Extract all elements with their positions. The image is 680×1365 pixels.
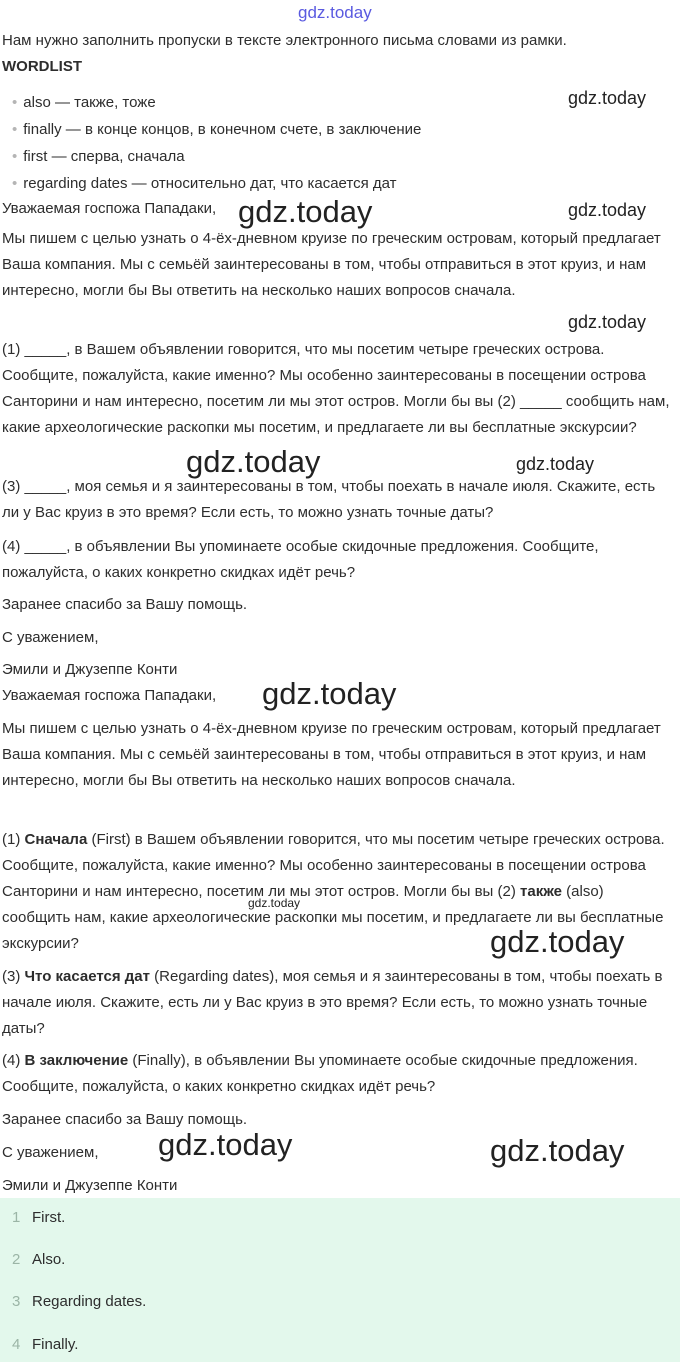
answer-text: Regarding dates. [32, 1293, 147, 1310]
filled-paragraph-1: Мы пишем с целью узнать о 4-ёх-дневном круизе по греческим островам, который предлагает Ваша компания. Мы с семьёй заинтересованы в том, чтобы отправиться в этот круиз, и нам интересно, могли бы Вы ответить на несколько наших вопросов сначала. [2, 720, 661, 789]
answer-bold: В заключение [24, 1052, 129, 1069]
letter-regards: С уважением, [2, 629, 99, 646]
text: (1) [2, 831, 25, 848]
answer-bold: Сначала [24, 831, 88, 848]
letter-paragraph-1: Мы пишем с целью узнать о 4-ёх-дневном круизе по греческим островам, который предлагает Ваша компания. Мы с семьёй заинтересованы в том, чтобы отправиться в этот круиз, и нам интересно, могли бы Вы ответить на несколько наших вопросов сначала. [2, 230, 661, 299]
text: (First) в Вашем объявлении говорится, что мы посетим четыре греческих острова. Сообщите, пожалуйста, какие именно? Мы особенно заинтересованы в посещении острова Санторини и нам интересно, посетим ли мы этот остров. Могли бы вы (2) [2, 831, 665, 900]
watermark: gdz.today [490, 924, 625, 959]
wordlist-item [12, 170, 397, 197]
text: (3) [2, 968, 25, 985]
wordlist-item-text: regarding dates — относительно дат, что касается дат [23, 175, 397, 192]
watermark: gdz.today [248, 896, 301, 910]
letter-thanks: Заранее спасибо за Вашу помощь. [2, 596, 248, 613]
watermark: gdz.today [262, 676, 397, 711]
bullet-icon: • [12, 148, 18, 165]
wordlist-item [12, 143, 185, 170]
watermark: gdz.today [158, 1127, 293, 1162]
wordlist-item-text: first — сперва, сначала [23, 148, 185, 165]
answer-text: Also. [32, 1251, 66, 1268]
filled-signature: Эмили и Джузеппе Конти [2, 1177, 178, 1194]
letter-greeting: Уважаемая госпожа Пападаки, [2, 200, 217, 217]
bullet-icon: • [12, 121, 18, 138]
letter-paragraph-2: (1) _____, в Вашем объявлении говорится, что мы посетим четыре греческих острова. Сообщите, пожалуйста, какие именно? Мы особенно заинтересованы в посещении острова Санторини и нам интересно, посетим ли мы этот остров. Могли бы вы (2) _____ сообщить нам, какие археологические раскопки мы посетим, и предлагаете ли вы бесплатные экскурсии? [2, 341, 670, 436]
watermark: gdz.today [490, 1133, 625, 1168]
answer-text: First. [32, 1209, 66, 1226]
watermark: gdz.today [568, 200, 647, 220]
answer-bold: также [520, 883, 562, 900]
filled-regards: С уважением, [2, 1144, 99, 1161]
answers-box [0, 1198, 680, 1362]
watermark: gdz.today [238, 194, 373, 229]
answer-number: 2 [12, 1251, 21, 1268]
filled-paragraph-3 [2, 964, 674, 1042]
text: (Regarding dates), моя семья и я заинтересованы в том, чтобы поехать в начале июля. Скажите, есть ли у Вас круиз в это время? Если есть, то можно узнать точные даты? [2, 968, 663, 1037]
bullet-icon: • [12, 175, 18, 192]
text: (also) сообщить нам, какие археологические раскопки мы посетим, и предлагаете ли вы бесплатные экскурсии? [2, 883, 664, 952]
text: (Finally), в объявлении Вы упоминаете особые скидочные предложения. Сообщите, пожалуйста, о каких конкретно скидках идёт речь? [2, 1052, 638, 1095]
wordlist-item [12, 89, 156, 116]
answer-bold: Что касается дат [24, 968, 151, 985]
wordlist-item-text: finally — в конце концов, в конечном счете, в заключение [23, 121, 422, 138]
watermark: gdz.today [186, 444, 321, 479]
filled-greeting: Уважаемая госпожа Пападаки, [2, 687, 217, 704]
letter-signature: Эмили и Джузеппе Конти [2, 661, 178, 678]
filled-thanks: Заранее спасибо за Вашу помощь. [2, 1111, 248, 1128]
filled-paragraph-2 [2, 827, 674, 957]
wordlist-title: WORDLIST [2, 58, 82, 75]
text: (4) [2, 1052, 25, 1069]
answer-number: 4 [12, 1336, 21, 1353]
answer-number: 1 [12, 1209, 21, 1226]
wordlist-item [12, 116, 421, 143]
watermark: gdz.today [516, 454, 595, 474]
watermark: gdz.today [568, 88, 647, 108]
answer-number: 3 [12, 1293, 21, 1310]
letter-paragraph-3: (3) _____, моя семья и я заинтересованы в том, чтобы поехать в начале июля. Скажите, есть ли у Вас круиз в это время? Если есть, то можно узнать точные даты? [2, 478, 656, 521]
watermark: gdz.today [568, 312, 647, 332]
answer-text: Finally. [32, 1336, 79, 1353]
watermark-top: gdz.today [298, 3, 372, 22]
letter-paragraph-4: (4) _____, в объявлении Вы упоминаете особые скидочные предложения. Сообщите, пожалуйста, о каких конкретно скидках идёт речь? [2, 538, 599, 581]
filled-paragraph-4 [2, 1048, 674, 1100]
bullet-icon: • [12, 94, 18, 111]
intro-text: Нам нужно заполнить пропуски в тексте электронного письма словами из рамки. [2, 32, 567, 49]
wordlist-item-text: also — также, тоже [23, 94, 156, 111]
